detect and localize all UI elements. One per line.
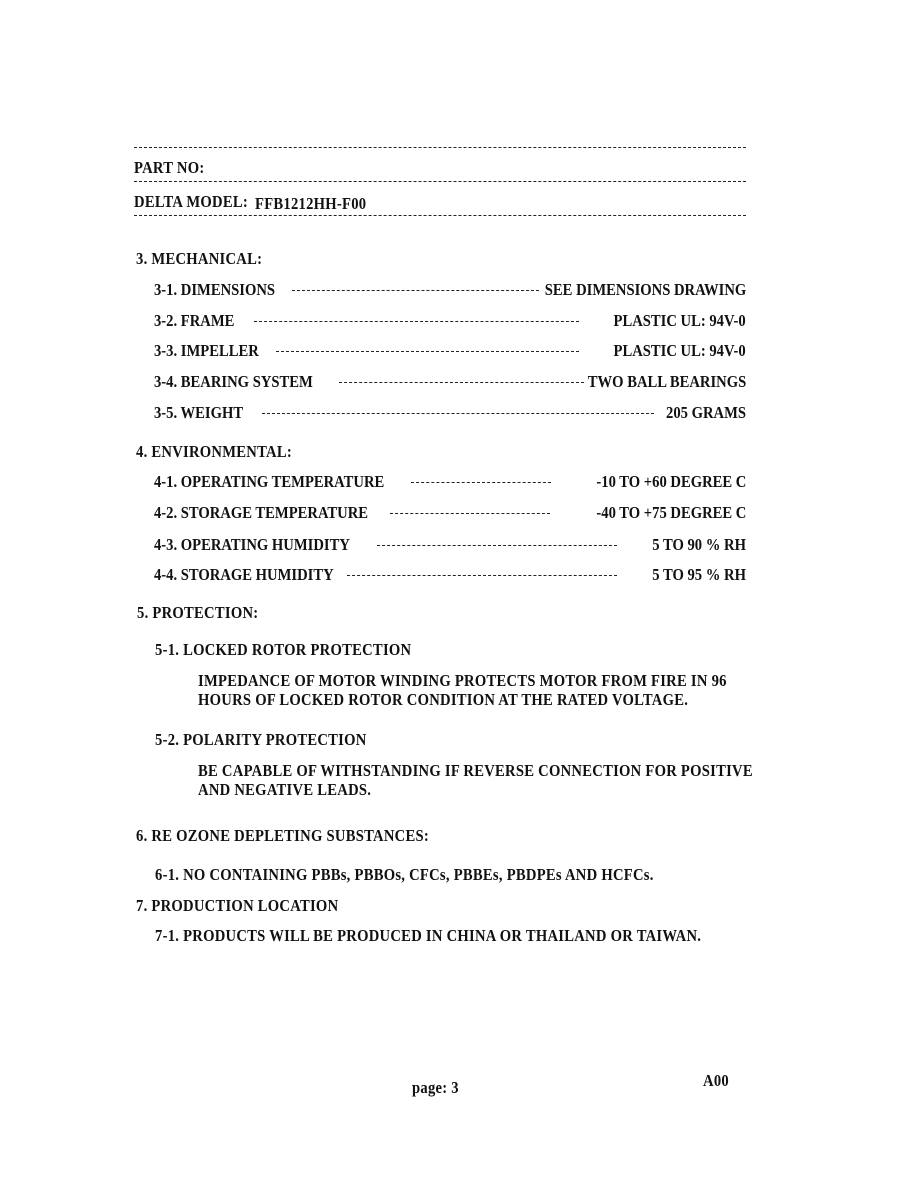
polarity-text-line1: BE CAPABLE OF WITHSTANDING IF REVERSE CONNECTION FOR POSITIVE <box>198 761 753 780</box>
spec-value: TWO BALL BEARINGS <box>587 372 746 391</box>
environmental-title: 4. ENVIRONMENTAL: <box>136 442 293 461</box>
dotted-leader <box>292 290 539 291</box>
revision-code: A00 <box>703 1071 729 1090</box>
spec-row-dimensions <box>154 280 746 300</box>
page-number: page: 3 <box>412 1078 459 1097</box>
dotted-leader <box>254 321 579 322</box>
locked-rotor-text-line2: HOURS OF LOCKED ROTOR CONDITION AT THE RATED VOLTAGE. <box>198 690 689 709</box>
dotted-leader <box>411 482 551 483</box>
header-rule-middle <box>134 181 746 182</box>
locked-rotor-text-line1: IMPEDANCE OF MOTOR WINDING PROTECTS MOTOR FROM FIRE IN 96 <box>198 671 727 690</box>
spec-label: 4-2. STORAGE TEMPERATURE <box>154 503 369 522</box>
mechanical-title: 3. MECHANICAL: <box>136 249 263 268</box>
spec-row-storage-temperature <box>154 503 746 523</box>
dotted-leader <box>377 545 617 546</box>
spec-label: 3-5. WEIGHT <box>154 403 244 422</box>
spec-value: 5 TO 90 % RH <box>652 535 746 554</box>
spec-row-impeller <box>154 341 746 361</box>
spec-label: 3-1. DIMENSIONS <box>154 280 276 299</box>
spec-value: -10 TO +60 DEGREE C <box>596 472 746 491</box>
spec-label: 3-2. FRAME <box>154 311 235 330</box>
production-item: 7-1. PRODUCTS WILL BE PRODUCED IN CHINA OR THAILAND OR TAIWAN. <box>155 926 702 945</box>
spec-value: 205 GRAMS <box>665 403 746 422</box>
protection-title: 5. PROTECTION: <box>137 603 259 622</box>
spec-row-storage-humidity <box>154 565 746 585</box>
header-rule-bottom <box>134 215 746 216</box>
spec-label: 3-3. IMPELLER <box>154 341 259 360</box>
locked-rotor-label: 5-1. LOCKED ROTOR PROTECTION <box>155 640 412 659</box>
delta-model-value: FFB1212HH-F00 <box>255 194 367 213</box>
spec-value: -40 TO +75 DEGREE C <box>596 503 746 522</box>
production-title: 7. PRODUCTION LOCATION <box>136 896 339 915</box>
ozone-item: 6-1. NO CONTAINING PBBs, PBBOs, CFCs, PBBEs, PBDPEs AND HCFCs. <box>155 865 654 884</box>
dotted-leader <box>347 575 617 576</box>
dotted-leader <box>339 382 584 383</box>
spec-value: PLASTIC UL: 94V-0 <box>613 341 746 360</box>
delta-model-label: DELTA MODEL: <box>134 192 248 211</box>
dotted-leader <box>276 351 579 352</box>
spec-value: PLASTIC UL: 94V-0 <box>613 311 746 330</box>
spec-row-operating-temperature <box>154 472 746 492</box>
spec-label: 4-1. OPERATING TEMPERATURE <box>154 472 385 491</box>
dotted-leader <box>390 513 550 514</box>
ozone-title: 6. RE OZONE DEPLETING SUBSTANCES: <box>136 826 429 845</box>
polarity-text-line2: AND NEGATIVE LEADS. <box>198 780 372 799</box>
polarity-label: 5-2. POLARITY PROTECTION <box>155 730 367 749</box>
spec-label: 4-4. STORAGE HUMIDITY <box>154 565 334 584</box>
spec-label: 3-4. BEARING SYSTEM <box>154 372 313 391</box>
spec-value: 5 TO 95 % RH <box>652 565 746 584</box>
spec-row-bearing-system <box>154 372 746 392</box>
spec-row-operating-humidity <box>154 535 746 555</box>
part-no-label: PART NO: <box>134 158 205 177</box>
dotted-leader <box>262 413 654 414</box>
spec-row-weight <box>154 403 746 423</box>
spec-row-frame <box>154 311 746 331</box>
spec-value: SEE DIMENSIONS DRAWING <box>544 280 746 299</box>
header-rule-top <box>134 147 746 148</box>
spec-label: 4-3. OPERATING HUMIDITY <box>154 535 350 554</box>
